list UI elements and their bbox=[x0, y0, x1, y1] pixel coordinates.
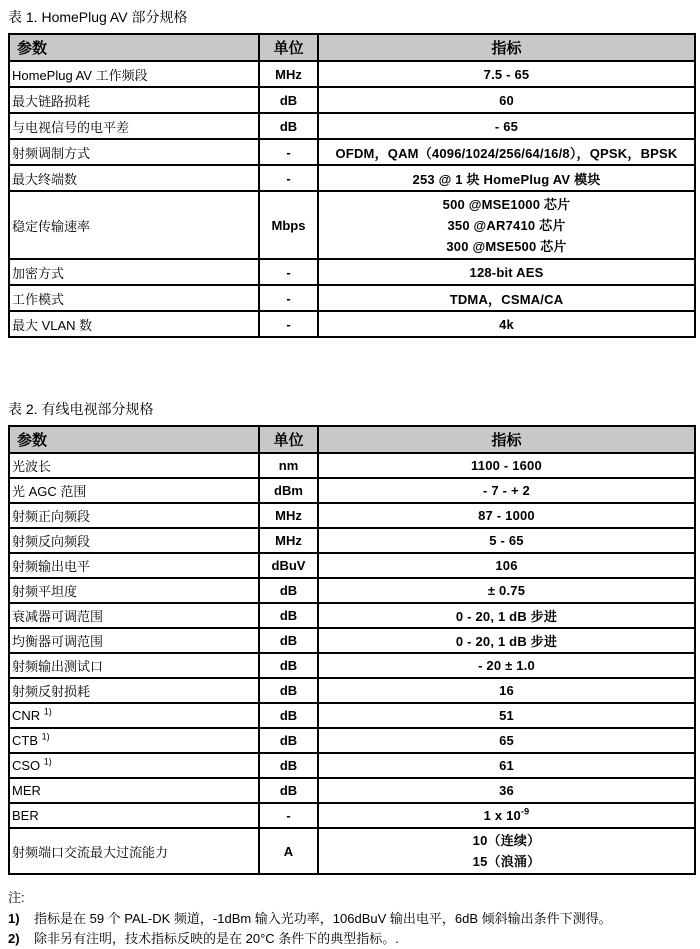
param-cell: 最大终端数 bbox=[9, 165, 259, 191]
value-cell: TDMA，CSMA/CA bbox=[318, 285, 695, 311]
value-cell: - 65 bbox=[318, 113, 695, 139]
unit-cell: dB bbox=[259, 678, 318, 703]
unit-cell: dB bbox=[259, 113, 318, 139]
value-line: 300 @MSE500 芯片 bbox=[446, 238, 567, 254]
value-cell: 1100 - 1600 bbox=[318, 453, 695, 478]
unit-cell: dB bbox=[259, 778, 318, 803]
note-number: 1) bbox=[8, 911, 20, 926]
table-row bbox=[9, 87, 695, 113]
table-row bbox=[9, 259, 695, 285]
value-cell: 4k bbox=[318, 311, 695, 337]
table-row bbox=[9, 828, 695, 874]
value-cell: ± 0.75 bbox=[318, 578, 695, 603]
unit-cell: dB bbox=[259, 703, 318, 728]
value-cell: 87 - 1000 bbox=[318, 503, 695, 528]
param-cell: 加密方式 bbox=[9, 259, 259, 285]
param-cell: 射频调制方式 bbox=[9, 139, 259, 165]
table-row bbox=[9, 113, 695, 139]
unit-cell: MHz bbox=[259, 528, 318, 553]
notes-label: 注: bbox=[8, 890, 25, 905]
unit-cell: dBuV bbox=[259, 553, 318, 578]
table-row bbox=[9, 678, 695, 703]
table-row bbox=[9, 753, 695, 778]
param-cell: 衰减器可调范围 bbox=[9, 603, 259, 628]
param-cell: 射频平坦度 bbox=[9, 578, 259, 603]
unit-cell: dB bbox=[259, 578, 318, 603]
table-row bbox=[9, 478, 695, 503]
table-row bbox=[9, 503, 695, 528]
table-row bbox=[9, 528, 695, 553]
table-row bbox=[9, 778, 695, 803]
unit-cell: dBm bbox=[259, 478, 318, 503]
param-cell: 均衡器可调范围 bbox=[9, 628, 259, 653]
header-row bbox=[9, 426, 695, 453]
value-cell: 51 bbox=[318, 703, 695, 728]
value-cell: 106 bbox=[318, 553, 695, 578]
value-cell: 16 bbox=[318, 678, 695, 703]
table-row bbox=[9, 603, 695, 628]
value-cell: 60 bbox=[318, 87, 695, 113]
unit-cell: dB bbox=[259, 603, 318, 628]
unit-cell: - bbox=[259, 259, 318, 285]
value-line: 15（浪涌） bbox=[472, 854, 541, 869]
param-cell: BER bbox=[9, 803, 259, 828]
footnote-ref: 1) bbox=[43, 756, 52, 767]
value-cell: 65 bbox=[318, 728, 695, 753]
unit-cell: A bbox=[259, 828, 318, 874]
footnote-ref: 1) bbox=[41, 731, 50, 742]
unit-cell: dB bbox=[259, 653, 318, 678]
note-item bbox=[8, 929, 700, 949]
exponent: -9 bbox=[520, 806, 530, 817]
table-row bbox=[9, 653, 695, 678]
value-cell: 0 - 20, 1 dB 步进 bbox=[318, 628, 695, 653]
table-row bbox=[9, 728, 695, 753]
value-line: 500 @MSE1000 芯片 bbox=[442, 196, 571, 212]
header-param: 参数 bbox=[9, 34, 259, 61]
value-cell: 0 - 20, 1 dB 步进 bbox=[318, 603, 695, 628]
unit-cell: MHz bbox=[259, 61, 318, 87]
table-row bbox=[9, 139, 695, 165]
note-text: 除非另有注明，技术指标反映的是在 20°C 条件下的典型指标。. bbox=[34, 931, 399, 946]
table-row bbox=[9, 803, 695, 828]
table1-header bbox=[9, 34, 695, 61]
unit-cell: dB bbox=[259, 628, 318, 653]
table-row bbox=[9, 191, 695, 259]
unit-cell: dB bbox=[259, 753, 318, 778]
param-cell: CNR $^{1)}$ bbox=[9, 703, 259, 728]
value-cell: 253 @ 1 块 HomePlug AV 模块 bbox=[318, 165, 695, 191]
unit-cell: - bbox=[259, 311, 318, 337]
note-number: 2) bbox=[8, 931, 20, 946]
param-cell: HomePlug AV 工作频段 bbox=[9, 61, 259, 87]
table1-title: 表 1. HomePlug AV 部分规格 bbox=[8, 9, 188, 25]
param-cell: 射频输出测试口 bbox=[9, 653, 259, 678]
homeplug-av-spec-table bbox=[8, 33, 696, 338]
unit-cell: dB bbox=[259, 728, 318, 753]
note-item bbox=[8, 909, 700, 929]
table-row bbox=[9, 628, 695, 653]
unit-cell: Mbps bbox=[259, 191, 318, 259]
param-cell: 光 AGC 范围 bbox=[9, 478, 259, 503]
value-cell: 5 - 65 bbox=[318, 528, 695, 553]
value-cell: OFDM，QAM（4096/1024/256/64/16/8），QPSK，BPSK bbox=[318, 139, 695, 165]
unit-cell: MHz bbox=[259, 503, 318, 528]
unit-cell: dB bbox=[259, 87, 318, 113]
table-row bbox=[9, 453, 695, 478]
param-cell: 最大 VLAN 数 bbox=[9, 311, 259, 337]
value-cell: 7.5 - 65 bbox=[318, 61, 695, 87]
table-row bbox=[9, 578, 695, 603]
unit-cell: nm bbox=[259, 453, 318, 478]
header-unit: 单位 bbox=[259, 426, 318, 453]
table2-title: 表 2. 有线电视部分规格 bbox=[8, 401, 154, 417]
table-row bbox=[9, 285, 695, 311]
catv-spec-table bbox=[8, 425, 696, 875]
table-row bbox=[9, 61, 695, 87]
param-cell: 最大链路损耗 bbox=[9, 87, 259, 113]
note-text: 指标是在 59 个 PAL-DK 频道，-1dBm 输入光功率，106dBuV 输出电平，6dB 倾斜输出条件下测得。 bbox=[34, 911, 612, 926]
value-cell bbox=[318, 828, 695, 874]
header-value: 指标 bbox=[318, 426, 695, 453]
value-cell: 128-bit AES bbox=[318, 259, 695, 285]
param-cell: MER bbox=[9, 778, 259, 803]
value-cell bbox=[318, 191, 695, 259]
param-cell: 射频正向频段 bbox=[9, 503, 259, 528]
unit-cell: - bbox=[259, 803, 318, 828]
header-param: 参数 bbox=[9, 426, 259, 453]
value-cell: - 20 ± 1.0 bbox=[318, 653, 695, 678]
param-cell: 射频输出电平 bbox=[9, 553, 259, 578]
table2-header bbox=[9, 426, 695, 453]
unit-cell: - bbox=[259, 165, 318, 191]
param-cell: 射频反向频段 bbox=[9, 528, 259, 553]
value-line: 10（连续） bbox=[472, 833, 541, 848]
table-row bbox=[9, 165, 695, 191]
value-cell: 1 x $10^{-9}$ bbox=[318, 803, 695, 828]
value-cell: - 7 - + 2 bbox=[318, 478, 695, 503]
header-row bbox=[9, 34, 695, 61]
unit-cell: - bbox=[259, 139, 318, 165]
param-cell: CTB $^{1)}$ bbox=[9, 728, 259, 753]
value-cell: 61 bbox=[318, 753, 695, 778]
param-cell: 工作模式 bbox=[9, 285, 259, 311]
unit-cell: - bbox=[259, 285, 318, 311]
header-unit: 单位 bbox=[259, 34, 318, 61]
value-line: 350 @AR7410 芯片 bbox=[447, 217, 566, 233]
table-row bbox=[9, 703, 695, 728]
value-cell: 36 bbox=[318, 778, 695, 803]
param-cell: 射频端口交流最大过流能力 bbox=[9, 828, 259, 874]
param-cell: 射频反射损耗 bbox=[9, 678, 259, 703]
table-row bbox=[9, 311, 695, 337]
header-value: 指标 bbox=[318, 34, 695, 61]
notes-section bbox=[8, 888, 700, 949]
param-cell: 光波长 bbox=[9, 453, 259, 478]
param-cell: CSO $^{1)}$ bbox=[9, 753, 259, 778]
footnote-ref: 1) bbox=[43, 706, 52, 717]
table-row bbox=[9, 553, 695, 578]
param-cell: 稳定传输速率 bbox=[9, 191, 259, 259]
param-cell: 与电视信号的电平差 bbox=[9, 113, 259, 139]
